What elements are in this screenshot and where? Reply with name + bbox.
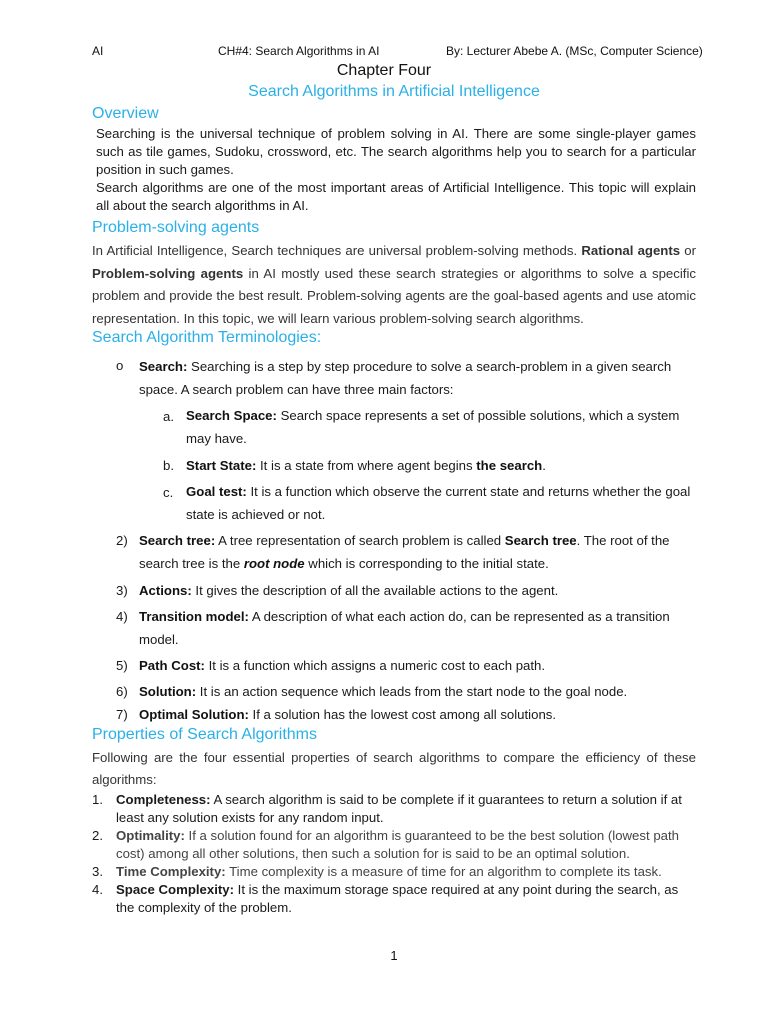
- prop-time-complexity: [116, 863, 696, 881]
- header-middle: CH#4: Search Algorithms in AI: [218, 44, 380, 58]
- sub-marker-c: c.: [163, 485, 174, 500]
- search-tree-text-3: which is corresponding to the initial state.: [304, 556, 549, 571]
- root-node-term: root node: [243, 556, 305, 571]
- search-label: Search:: [139, 359, 188, 374]
- solution-item: [139, 680, 696, 703]
- time-complexity-text: Time complexity is a measure of time for an algorithm to complete its task.: [225, 864, 662, 879]
- optimal-label: Optimal Solution:: [139, 707, 249, 722]
- prop-marker-3: 3.: [92, 864, 103, 879]
- header-right: By: Lecturer Abebe A. (MSc, Computer Science): [446, 44, 703, 58]
- solution-label: Solution:: [139, 684, 197, 699]
- search-bullet: o: [116, 358, 124, 373]
- search-item: [139, 355, 696, 401]
- space-complexity-text: It is the maximum storage space required at any point during the search, as the complexity of the problem.: [116, 882, 679, 915]
- properties-heading: Properties of Search Algorithms: [92, 726, 317, 743]
- agents-heading: Problem-solving agents: [92, 219, 260, 236]
- prop-space-complexity: [116, 881, 696, 917]
- path-cost-label: Path Cost:: [139, 658, 205, 673]
- agents-bold-2: Problem-solving agents: [92, 265, 244, 281]
- search-space-label: Search Space:: [186, 408, 277, 423]
- transition-text: A description of what each action do, can be represented as a transition model.: [139, 609, 670, 647]
- time-complexity-label: Time Complexity:: [116, 864, 226, 879]
- prop-marker-1: 1.: [92, 792, 103, 807]
- page-number: 1: [390, 948, 398, 963]
- solution-text: It is an action sequence which leads from the start node to the goal node.: [196, 684, 628, 699]
- optimality-text: If a solution found for an algorithm is guaranteed to be the best solution (lowest path cost) among all other solutions, then such a solution for is said to be an optimal solution.: [116, 828, 679, 861]
- prop-marker-4: 4.: [92, 882, 103, 897]
- search-text: Searching is a step by step procedure to solve a search-problem in a given search space. A search problem can have three main factors:: [139, 359, 672, 397]
- overview-paragraph-2: Search algorithms are one of the most important areas of Artificial Intelligence. This topic will explain all about the search algorithms in AI.: [96, 180, 696, 213]
- sub-item-goal-test: [186, 480, 696, 526]
- search-tree-item: [139, 529, 696, 575]
- actions-text: It gives the description of all the available actions to the agent.: [191, 583, 559, 598]
- search-tree-text-2: . The root of the search tree is the: [139, 533, 670, 571]
- sub-marker-a: a.: [163, 409, 174, 424]
- start-state-label: Start State:: [186, 458, 257, 473]
- search-tree-label: Search tree:: [139, 533, 216, 548]
- actions-item: [139, 579, 696, 602]
- terminologies-heading: Search Algorithm Terminologies:: [92, 329, 322, 346]
- agents-text-2: or: [680, 243, 697, 258]
- transition-model-item: [139, 605, 696, 651]
- header-left: AI: [92, 44, 104, 58]
- goal-test-label: Goal test:: [186, 484, 247, 499]
- transition-marker: 4): [116, 609, 128, 624]
- search-tree-bold: Search tree: [504, 533, 577, 548]
- agents-bold-1: Rational agents: [581, 243, 681, 258]
- space-complexity-label: Space Complexity:: [116, 882, 234, 897]
- tree-marker: 2): [116, 533, 128, 548]
- sub-item-start-state: [186, 454, 696, 477]
- goal-test-text: It is a function which observe the current state and returns whether the goal state is achieved or not.: [186, 484, 691, 522]
- prop-completeness: [116, 791, 696, 827]
- optimal-text: If a solution has the lowest cost among all solutions.: [248, 707, 557, 722]
- sub-marker-b: b.: [163, 458, 174, 473]
- overview-paragraph-1: Searching is the universal technique of problem solving in AI. There are some single-player games such as tile games, Sudoku, crossword, etc. The search algorithms help you to search for a particular position in such games.: [96, 126, 696, 177]
- optimal-marker: 7): [116, 707, 128, 722]
- prop-optimality: [116, 827, 696, 863]
- start-state-bold: the search: [476, 458, 543, 473]
- sub-item-search-space: [186, 404, 696, 450]
- agents-text-3: in AI mostly used these search strategies or algorithms to solve a specific problem and provide the best result. Problem-solving agents are the goal-based agents and use atomic representation. In this topic, we will learn various problem-solving search algorithms.: [92, 265, 696, 326]
- search-space-text: Search space represents a set of possible solutions, which a system may have.: [186, 408, 680, 446]
- start-state-tail: .: [542, 458, 546, 473]
- overview-heading: Overview: [92, 105, 159, 122]
- start-state-text: It is a state from where agent begins: [256, 458, 477, 473]
- prop-marker-2: 2.: [92, 828, 103, 843]
- actions-label: Actions:: [139, 583, 192, 598]
- path-cost-marker: 5): [116, 658, 128, 673]
- actions-marker: 3): [116, 583, 128, 598]
- solution-marker: 6): [116, 684, 128, 699]
- path-cost-item: [139, 654, 696, 677]
- search-tree-text-1: A tree representation of search problem is called: [215, 533, 505, 548]
- chapter-subtitle: Search Algorithms in Artificial Intelligence: [248, 83, 540, 100]
- properties-intro: Following are the four essential properties of search algorithms to compare the efficiency of these algorithms:: [92, 750, 696, 787]
- completeness-text: A search algorithm is said to be complete if it guarantees to return a solution if at least any solution exists for any random input.: [116, 792, 682, 825]
- completeness-label: Completeness:: [116, 792, 211, 807]
- chapter-title: Chapter Four: [336, 62, 432, 79]
- agents-text-1: In Artificial Intelligence, Search techniques are universal problem-solving methods.: [92, 243, 582, 258]
- transition-label: Transition model:: [139, 609, 249, 624]
- agents-paragraph: [92, 240, 696, 330]
- optimal-solution-item: [139, 703, 696, 726]
- optimality-label: Optimality:: [116, 828, 185, 843]
- path-cost-text: It is a function which assigns a numeric cost to each path.: [204, 658, 546, 673]
